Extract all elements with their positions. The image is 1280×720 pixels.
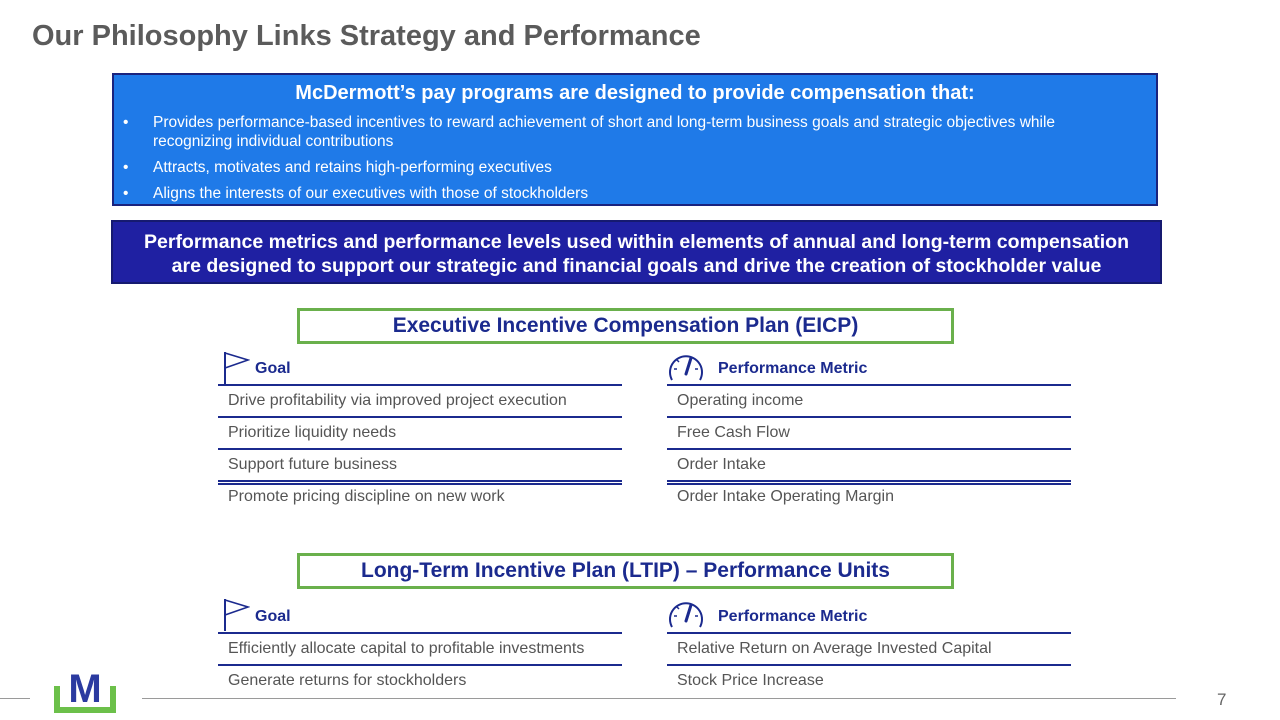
bullet-icon: • [123, 114, 129, 131]
ltip-title-box: Long-Term Incentive Plan (LTIP) – Performance Units [297, 553, 954, 589]
table-row: Promote pricing discipline on new work [228, 488, 505, 505]
metric-header-label: Performance Metric [718, 608, 868, 625]
ltip-metric-column [667, 597, 1071, 696]
divider [218, 483, 622, 485]
list-item: • Attracts, motivates and retains high-performing executives [123, 159, 552, 176]
list-item: • Provides performance-based incentives to reward achievement of short and long-term business goals and strategic objectives while recognizing individual contributions [123, 114, 1056, 150]
table-row: Order Intake [667, 450, 1071, 482]
table-row: Order Intake Operating Margin [677, 488, 894, 505]
goal-header-label: Goal [255, 608, 291, 625]
flag-icon [220, 350, 250, 386]
eicp-title-box: Executive Incentive Compensation Plan (EICP) [297, 308, 954, 344]
goal-header-label: Goal [255, 360, 291, 377]
ltip-metric-header [667, 597, 1071, 634]
table-row: Stock Price Increase [677, 672, 824, 689]
eicp-metric-column [667, 349, 1071, 512]
flag-icon [220, 597, 250, 633]
ltip-goal-column [218, 597, 622, 696]
performance-metrics-box [111, 220, 1162, 284]
intro-bullet-list [114, 113, 1156, 203]
table-row: Efficiently allocate capital to profitable investments [218, 634, 622, 666]
table-row: Drive profitability via improved project execution [218, 386, 622, 418]
page-title: Our Philosophy Links Strategy and Performance [32, 20, 701, 52]
metric-header-label: Performance Metric [718, 360, 868, 377]
page-number: 7 [1217, 690, 1227, 709]
ltip-goal-header [218, 597, 622, 634]
divider [667, 483, 1071, 485]
speedometer-icon [667, 597, 705, 633]
intro-heading: McDermott’s pay programs are designed to provide compensation that: [295, 82, 975, 104]
table-row: Relative Return on Average Invested Capital [667, 634, 1071, 666]
table-row: Prioritize liquidity needs [218, 418, 622, 450]
footer-rule-left [0, 698, 30, 699]
mcdermott-logo [54, 664, 118, 714]
speedometer-icon [667, 350, 705, 386]
metrics-line-2: are designed to support our strategic and financial goals and drive the creation of stockholder value [171, 255, 1102, 277]
logo-letter: M [68, 667, 102, 711]
compensation-intro-box [112, 73, 1158, 206]
metrics-line-1: Performance metrics and performance levels used within elements of annual and long-term compensation [144, 231, 1129, 253]
table-row: Operating income [667, 386, 1071, 418]
eicp-metric-header [667, 349, 1071, 386]
list-item: • Aligns the interests of our executives with those of stockholders [123, 185, 589, 202]
footer-rule [142, 698, 1176, 699]
bullet-icon: • [123, 185, 129, 202]
table-row: Support future business [218, 450, 622, 482]
bullet-icon: • [123, 159, 129, 176]
table-row: Generate returns for stockholders [228, 672, 467, 689]
eicp-goal-header [218, 349, 622, 386]
eicp-goal-column [218, 349, 622, 512]
table-row: Free Cash Flow [667, 418, 1071, 450]
